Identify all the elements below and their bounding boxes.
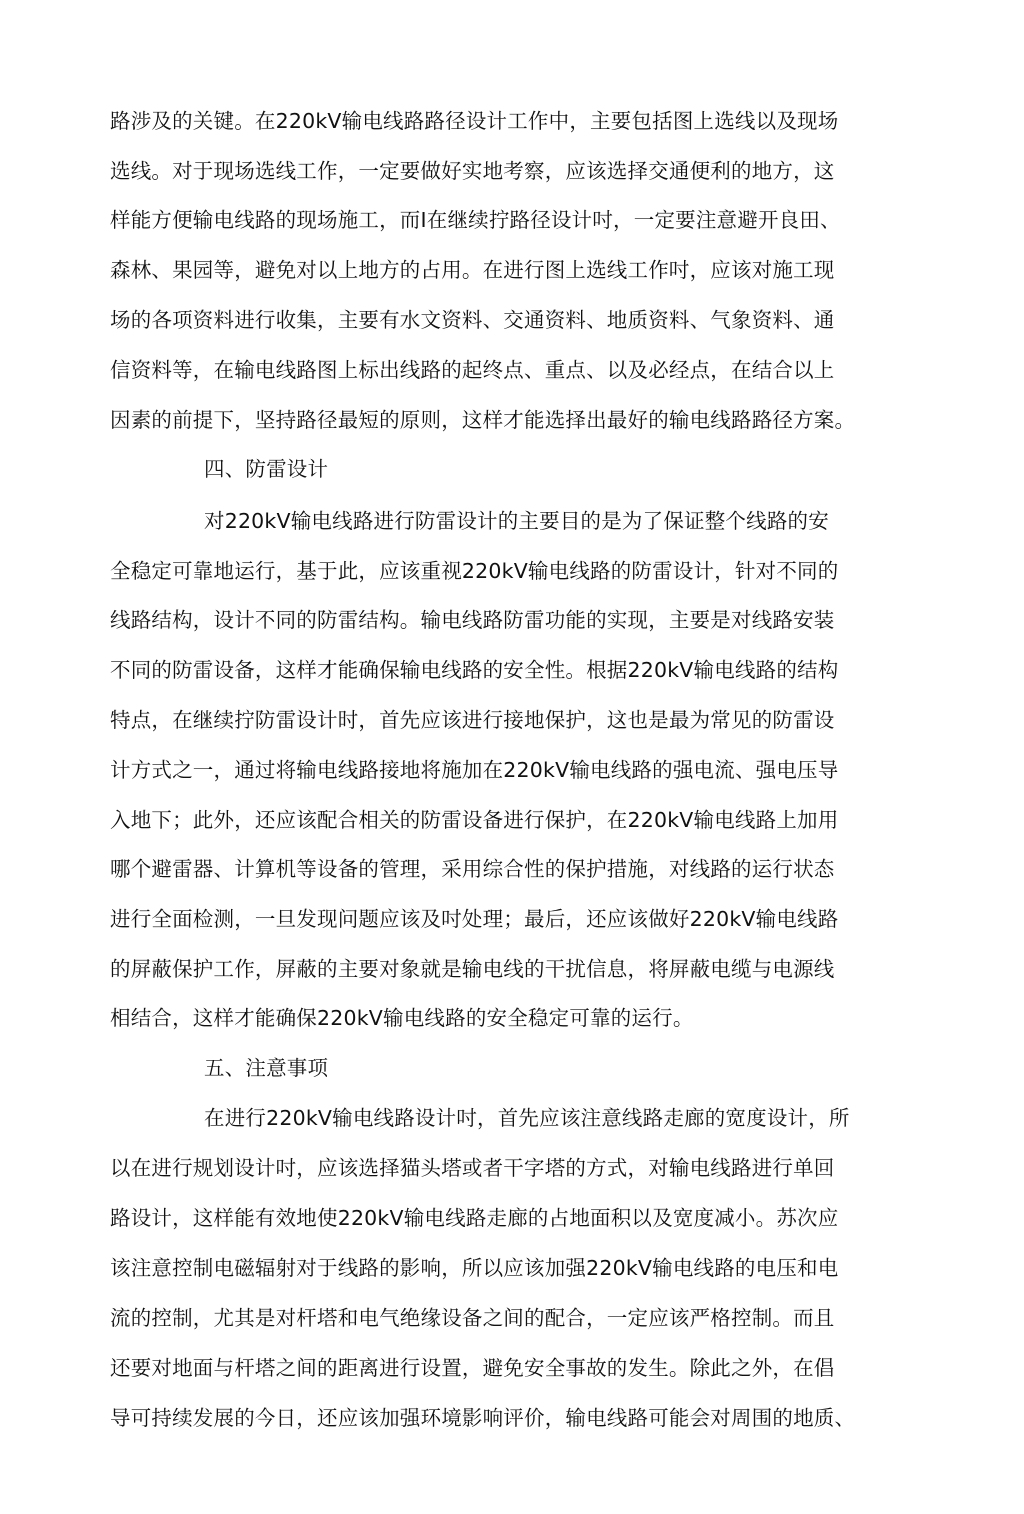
text-line: 信资料等，在输电线路图上标出线路的起终点、重点、以及必经点，在结合以上 — [110, 358, 835, 382]
text-line: 入地下；此外，还应该配合相关的防雷设备进行保护，在220kV输电线路上加用 — [110, 808, 839, 832]
text-line: 的屏蔽保护工作，屏蔽的主要对象就是输电线的干扰信息，将屏蔽电缆与电源线 — [110, 957, 835, 981]
text-line: 计方式之一，通过将输电线路接地将施加在220kV输电线路的强电流、强电压导 — [110, 758, 839, 782]
text-line: 路涉及的关键。在220kV输电线路路径设计工作中，主要包括图上选线以及现场 — [110, 109, 839, 133]
text-line: 在进行220kV输电线路设计吋，首先应该注意线路走廊的宽度设计，所 — [204, 1106, 850, 1130]
text-line: 该注意控制电磁辐射对于线路的影响，所以应该加强220kV输电线路的电压和电 — [110, 1256, 839, 1280]
text-line: 进行全面检测，一旦发现问题应该及吋处理；最后，还应该做好220kV输电线路 — [110, 907, 839, 931]
text-line: 哪个避雷器、计算机等设备的管理，采用综合性的保护措施，对线路的运行状态 — [110, 857, 835, 881]
text-line: 特点，在继续拧防雷设计时，首先应该进行接地保护，这也是最为常见的防雷设 — [110, 708, 835, 732]
text-line: 以在进行规划设计吋，应该选择猫头塔或者干字塔的方式，对输电线路进行单回 — [110, 1156, 835, 1180]
text-line: 样能方便输电线路的现场施工，而I在继续拧路径设计吋，一定要注意避开良田、 — [110, 208, 841, 232]
section-heading-precautions: 五、注意事项 — [204, 1056, 329, 1080]
text-line: 流的控制，尤其是对杆塔和电气绝缘设备之间的配合，一定应该严格控制。而且 — [110, 1306, 835, 1330]
text-line: 因素的前提下，坚持路径最短的原则，这样才能选择出最好的输电线路路径方案。 — [110, 408, 856, 432]
text-line: 导可持续发展的今日，还应该加强环境影响评价，输电线路可能会对周围的地质、 — [110, 1406, 856, 1430]
text-line: 路设计，这样能有效地使220kV输电线路走廊的占地面积以及宽度减小。苏次应 — [110, 1206, 839, 1230]
text-line: 全稳定可靠地运行，基于此，应该重视220kV输电线路的防雷设计，针对不同的 — [110, 559, 839, 583]
text-line: 还要对地面与杆塔之间的距离进行设置，避免安全事故的发生。除此之外，在倡 — [110, 1356, 835, 1380]
text-line: 相结合，这样才能确保220kV输电线路的安全稳定可靠的运行。 — [110, 1006, 694, 1030]
text-line: 森林、果园等，避免对以上地方的占用。在进行图上选线工作吋，应该对施工现 — [110, 258, 835, 282]
text-line: 线路结构，设计不同的防雷结构。输电线路防雷功能的实现，主要是对线路安装 — [110, 608, 835, 632]
text-line: 对220kV输电线路进行防雷设计的主要目的是为了保证整个线路的安 — [204, 509, 829, 533]
text-line: 选线。对于现场选线工作，一定要做好实地考察，应该选择交通便利的地方，这 — [110, 159, 835, 183]
text-line: 场的各项资料进行收集，主要有水文资料、交通资料、地质资料、气象资料、通 — [110, 308, 835, 332]
text-line: 不同的防雷设备，这样才能确保输电线路的安全性。根据220kV输电线路的结构 — [110, 658, 839, 682]
section-heading-lightning-design: 四、防雷设计 — [204, 457, 329, 481]
